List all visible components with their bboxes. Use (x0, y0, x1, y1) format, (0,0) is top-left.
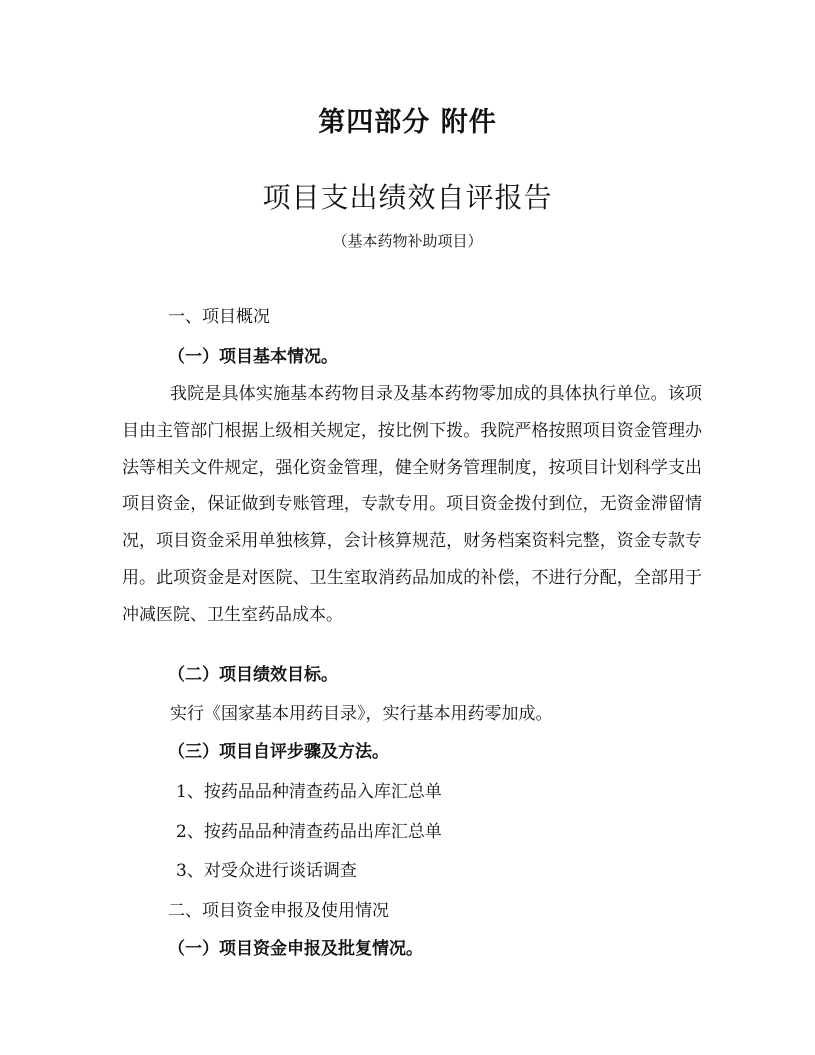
report-subtitle: （基本药物补助项目） (332, 232, 483, 250)
section1-heading: 一、项目概况 (168, 307, 270, 327)
report-title: 项目支出绩效自评报告 (262, 181, 553, 214)
section1-sub2-text: 实行《国家基本用药目录》，实行基本用药零加成。 (170, 704, 553, 724)
section1-sub1-paragraph: 我院是具体实施基本药物目录及基本药物零加成的具体执行单位。该项目由主管部门根据上级相关规定，按比例下拨。我院严格按照项目资金管理办法等相关文件规定，强化资金管理，健全财务管理制度，按项目计划科学支出项目资金，保证做到专账管理，专款专用。项目资金拨付到位，无资金滞留情况，项目资金采用单独核算，会计核算规范，财务档案资料完整，资金专款专用。此项资金是对医院、卫生室取消药品加成的补偿，不进行分配，全部用于冲减医院、卫生室药品成本。 (122, 384, 702, 625)
section1-sub3-heading: （三）项目自评步骤及方法。 (168, 742, 389, 762)
section1-sub1-heading: （一）项目基本情况。 (168, 347, 338, 367)
part-title: 第四部分 附件 (318, 107, 497, 138)
step-item: 1、按药品品种清查药品入库汇总单 (176, 782, 442, 802)
step-item: 2、按药品品种清查药品出库汇总单 (176, 822, 442, 842)
step-item: 3、对受众进行谈话调查 (176, 861, 357, 881)
section2-sub1-heading: （一）项目资金申报及批复情况。 (168, 939, 423, 959)
section1-sub2-heading: （二）项目绩效目标。 (168, 665, 338, 685)
section2-heading: 二、项目资金申报及使用情况 (168, 901, 389, 921)
